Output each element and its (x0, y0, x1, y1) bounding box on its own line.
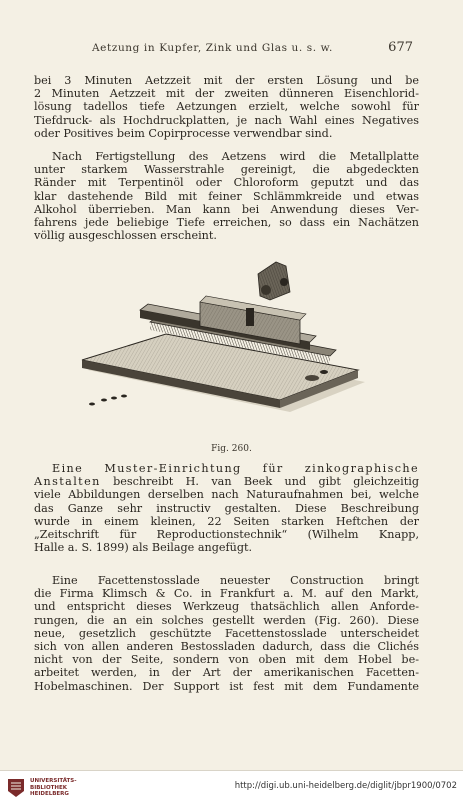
text-line: Nach Fertigstellung des Aetzens wird die Metallplatte (52, 150, 419, 163)
library-logo-icon[interactable] (6, 777, 26, 799)
text-line: Hobelmaschinen. Der Support ist fest mit dem Fundamente (34, 679, 419, 693)
text-line-spaced: Eine Muster-Einrichtung für zinkographische (52, 462, 419, 475)
text-line: 2 Minuten Aetzzeit mit der zweiten dünneren Eisenchlorid- (34, 87, 419, 101)
text-line: neue, gesetzlich geschützte Facettenstosslade unterscheidet (34, 626, 419, 640)
text-line: klar dastehende Bild mit feiner Schlämmkreide und etwas (34, 189, 419, 203)
text-line: die Firma Klimsch & Co. in Frankfurt a. M. auf den Markt, (34, 587, 419, 601)
text-line: arbeitet werden, in der Art der amerikanischen Facetten- (34, 666, 419, 680)
library-name[interactable] (30, 778, 77, 798)
text-line: Halle a. S. 1899) als Beilage angefügt. (34, 541, 253, 555)
library-line: UNIVERSITÄTS- (30, 778, 77, 784)
paragraph-3 (34, 462, 419, 554)
figure-facet-planer-illustration (80, 252, 380, 432)
text-line: oder Positives beim Copirprocesse verwendbar sind. (34, 126, 333, 140)
paragraph-2 (34, 150, 419, 242)
permalink-url[interactable]: http://digi.ub.uni-heidelberg.de/diglit/jbpr1900/0702 (234, 781, 457, 791)
text-line: unter starkem Wasserstrahle gereinigt, die abgedeckten (34, 163, 419, 177)
text-line: Eine Facettenstosslade neuester Construction bringt (52, 574, 419, 587)
text-line: Alkohol überrieben. Man kann bei Anwendung dieses Ver- (34, 202, 419, 216)
text-line: lösung tadellos tiefe Aetzungen erzielt, welche sowohl für (34, 100, 419, 114)
library-line: HEIDELBERG (30, 791, 69, 797)
text-line: das Ganze sehr instructiv gestalten. Diese Beschreibung (34, 501, 419, 515)
text-line: fahrens jede beliebige Tiefe erreichen, so dass ein Nachätzen (34, 216, 419, 230)
text-line: sich von allen anderen Bestossladen dadurch, dass die Clichés (34, 640, 419, 654)
paragraph-4 (34, 574, 419, 693)
engraving-image (80, 252, 380, 432)
paragraph-1 (34, 74, 419, 140)
text-line: und entspricht dieses Werkzeug thatsächlich allen Anforde- (34, 600, 419, 614)
text-line: völlig ausgeschlossen erscheint. (34, 229, 217, 243)
text-line-rest: beschreibt H. van Beek und gibt gleichzeitig (100, 475, 419, 489)
text-line: Ränder mit Terpentinöl oder Chloroform geputzt und das (34, 176, 419, 190)
text-line: viele Abbildungen derselben nach Naturaufnahmen bei, welche (34, 488, 419, 502)
text-line: bei 3 Minuten Aetzzeit mit der ersten Lösung und be (34, 74, 419, 87)
text-line (34, 475, 419, 488)
library-line: BIBLIOTHEK (30, 784, 68, 791)
text-line: wurde in einem kleinen, 22 Seiten starken Heftchen der (34, 514, 419, 528)
text-line: rungen, die an ein solches gestellt werden (Fig. 260). Diese (34, 613, 419, 627)
text-line: nicht von der Seite, sondern von oben mit dem Hobel be- (34, 653, 419, 667)
library-footer (0, 770, 463, 805)
running-header (0, 42, 463, 60)
text-line: „Zeitschrift für Reproductionstechnik“ (Wilhelm Knapp, (34, 528, 419, 542)
spaced-word: Anstalten (34, 475, 101, 489)
figure-caption: Fig. 260. (211, 444, 252, 454)
running-title: Aetzung in Kupfer, Zink und Glas u. s. w. (92, 42, 333, 54)
text-line: Tiefdruck- als Hochdruckplatten, je nach Wahl eines Negatives (34, 113, 419, 127)
page-number: 677 (388, 40, 413, 55)
